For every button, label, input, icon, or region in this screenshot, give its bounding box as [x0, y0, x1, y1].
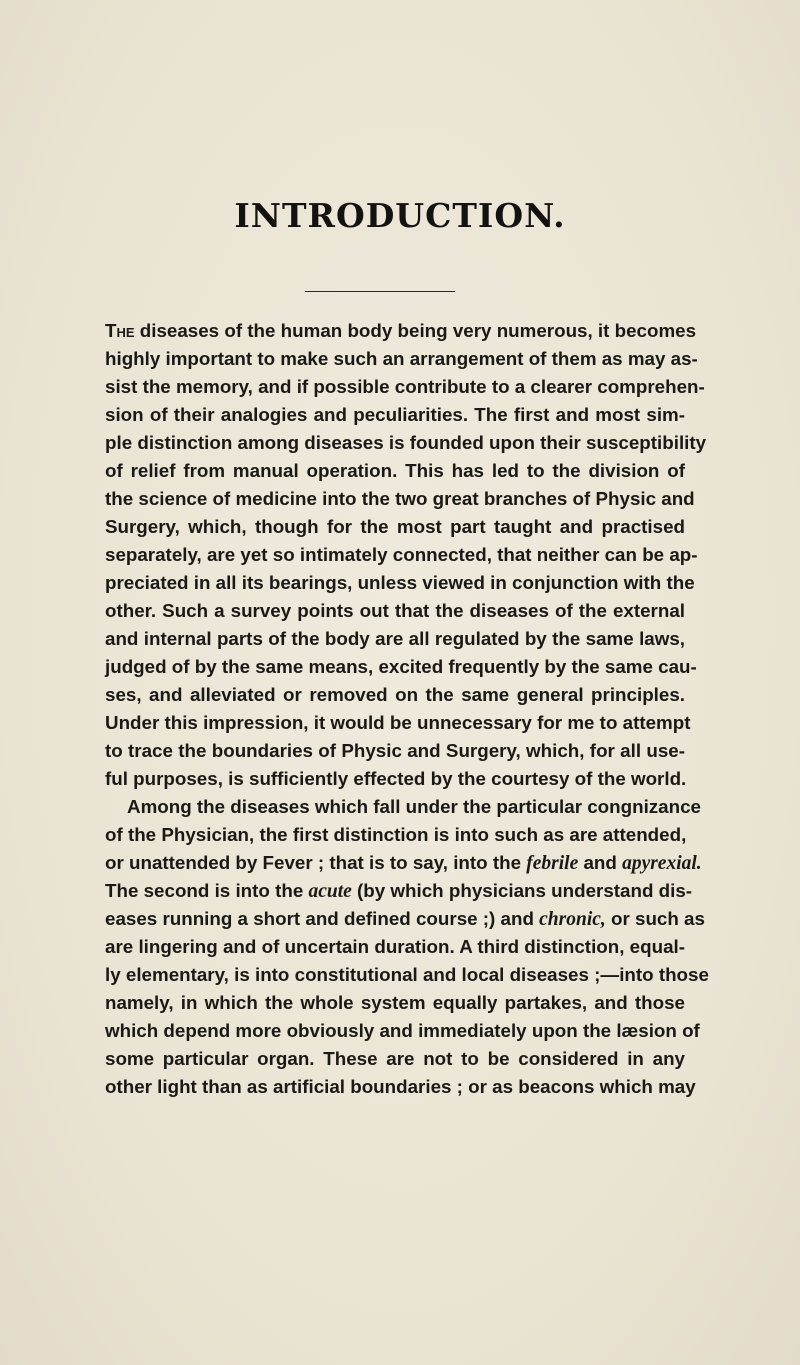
page-title: INTRODUCTION.	[234, 196, 566, 235]
text-line: sion of their analogies and peculiarities. The first and most sim-	[105, 404, 685, 425]
text-line: some particular organ. These are not to be considered in any	[105, 1048, 685, 1069]
text-line: of the Physician, the first distinction is into such as are attended,	[105, 824, 687, 845]
italic-term: febrile	[526, 853, 579, 874]
drop-word: The	[105, 320, 135, 341]
text-line: ses, and alleviated or removed on the same general principles.	[105, 684, 685, 705]
italic-term: chronic,	[539, 909, 606, 930]
text-line: ple distinction among diseases is founded upon their susceptibility	[105, 432, 707, 453]
text-line: highly important to make such an arrangement of them as may as-	[105, 348, 698, 369]
text-line: of relief from manual operation. This has led to the division of	[105, 460, 685, 481]
text-line: Surgery, which, though for the most part taught and practised	[105, 516, 685, 537]
text-line: sist the memory, and if possible contribute to a clearer comprehen-	[105, 376, 705, 397]
text-line: Among the diseases which fall under the particular congnizance	[127, 796, 701, 817]
text-line: eases running a short and defined course ;) and chronic, or such as	[105, 908, 705, 930]
text-line: ly elementary, is into constitutional and local diseases ;—into those	[105, 964, 709, 985]
text-line: The diseases of the human body being very numerous, it becomes	[105, 320, 697, 341]
text-line: preciated in all its bearings, unless viewed in conjunction with the	[105, 572, 695, 593]
italic-term: acute	[308, 881, 352, 902]
text-line: namely, in which the whole system equally partakes, and those	[105, 992, 685, 1013]
text-line: judged of by the same means, excited frequently by the same cau-	[105, 656, 697, 677]
text-line: separately, are yet so intimately connected, that neither can be ap-	[105, 544, 698, 565]
text-line: or unattended by Fever ; that is to say, into the febrile and apyrexial.	[105, 852, 702, 874]
text-line: which depend more obviously and immediately upon the læsion of	[105, 1020, 700, 1041]
text-line: other light than as artificial boundaries ; or as beacons which may	[105, 1076, 696, 1097]
italic-term: apyrexial.	[622, 853, 702, 874]
text-line: and internal parts of the body are all regulated by the same laws,	[105, 628, 685, 649]
text-line: Under this impression, it would be unnecessary for me to attempt	[105, 712, 691, 733]
text-line: The second is into the acute (by which physicians understand dis-	[105, 880, 693, 902]
text-line: the science of medicine into the two great branches of Physic and	[105, 488, 695, 509]
text-line: ful purposes, is sufficiently effected by the courtesy of the world.	[105, 768, 687, 789]
text-line: other. Such a survey points out that the diseases of the external	[105, 600, 685, 621]
text-line: are lingering and of uncertain duration. A third distinction, equal-	[105, 936, 685, 957]
text-line: to trace the boundaries of Physic and Surgery, which, for all use-	[105, 740, 685, 761]
